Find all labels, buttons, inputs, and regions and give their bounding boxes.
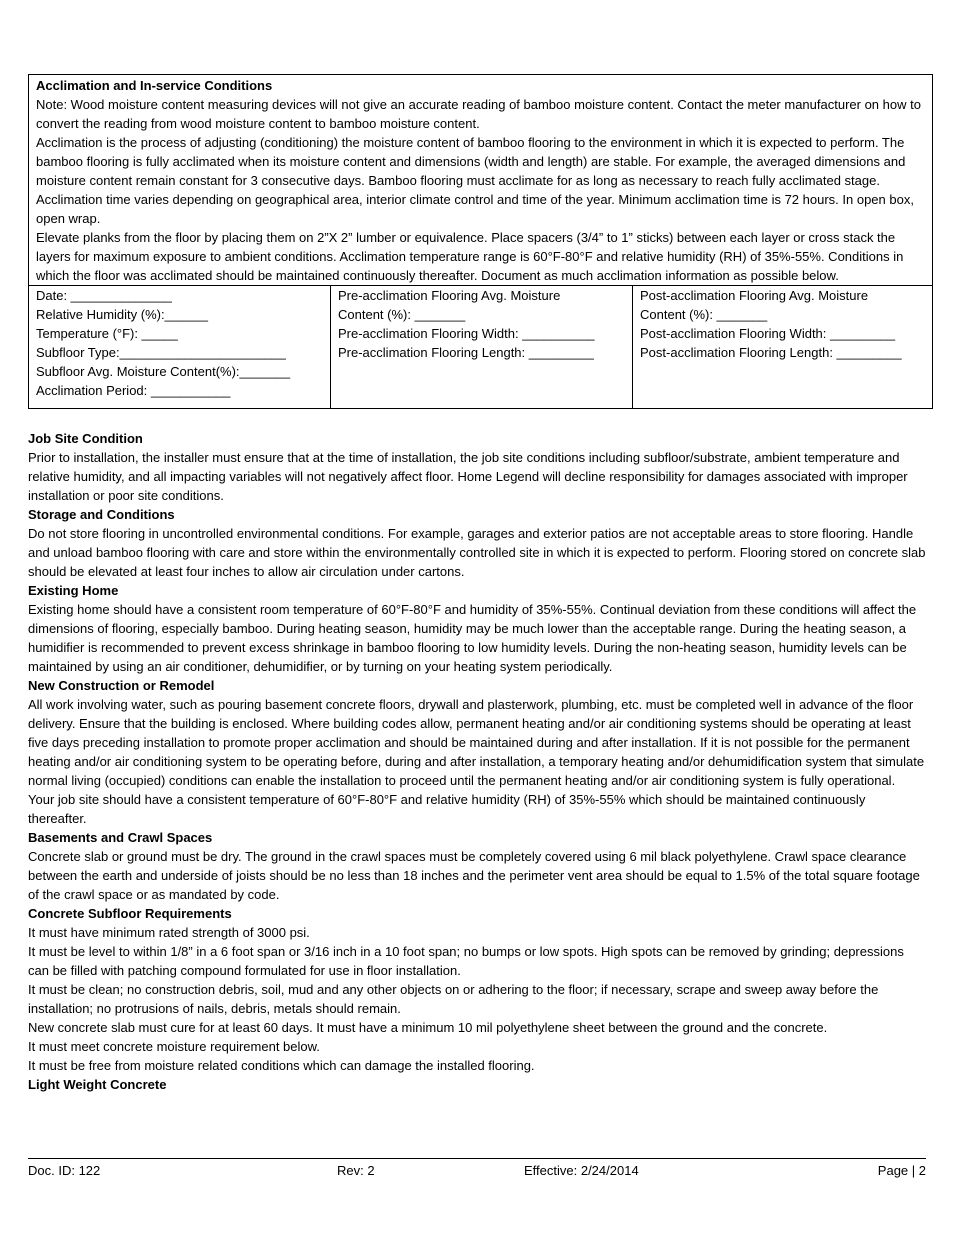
section-heading: Concrete Subfloor Requirements: [28, 906, 232, 921]
section-paragraph: All work involving water, such as pouring basement concrete floors, drywall and plasterwork, plumbing, etc. must be completed well in advance of the floor delivery. Ensure that the building is enclosed. Where building codes allow, permanent heating and/or air conditioning systems should be operating at least five days preceding installation to promote proper acclimation and should be maintained during and after installation. If it is not possible for the permanent heating and/or air conditioning system to be operating before, during and after installation, a temporary heating and/or dehumidification system that simulate normal living (occupied) conditions can enable the installation to proceed until the permanent heating and/or air conditioning system is fully operational.: [28, 697, 925, 788]
acclimation-intro: [29, 75, 932, 286]
form-field-temperature[interactable]: Temperature (°F): _____: [36, 326, 178, 341]
section-paragraph: It must be level to within 1/8” in a 6 foot span or 3/16 inch in a 10 foot span; no bumps or low spots. High spots can be removed by grinding; depressions can be filled with patching compound formulated for use in floor installation.: [28, 944, 904, 978]
acclimation-note: Note: Wood moisture content measuring devices will not give an accurate reading of bamboo moisture content. Contact the meter manufacturer on how to convert the reading from wood moisture content to bamboo moisture content.: [36, 97, 921, 131]
form-label-post-moisture: Post-acclimation Flooring Avg. Moisture: [640, 288, 869, 303]
form-label-pre-moisture: Pre-acclimation Flooring Avg. Moisture: [338, 288, 561, 303]
form-field-post-length[interactable]: Post-acclimation Flooring Length: _________: [640, 345, 902, 360]
footer-revision: Rev: 2: [337, 1163, 375, 1178]
acclimation-box: [28, 74, 933, 409]
section-paragraph: New concrete slab must cure for at least 60 days. It must have a minimum 10 mil polyethylene sheet between the ground and the concrete.: [28, 1020, 828, 1035]
section-paragraph: Do not store flooring in uncontrolled environmental conditions. For example, garages and exterior patios are not acceptable areas to store flooring. Handle and unload bamboo flooring with care and store within the environmentally controlled site in which it is expected to perform. Flooring stored on concrete slab should be elevated at least four inches to allow air circulation under cartons.: [28, 526, 926, 579]
form-field-post-width[interactable]: Post-acclimation Flooring Width: _________: [640, 326, 896, 341]
section-paragraph: It must have minimum rated strength of 3000 psi.: [28, 925, 310, 940]
form-column-pre-acclimation: [331, 286, 633, 408]
section-heading: Existing Home: [28, 583, 119, 598]
form-field-relative-humidity[interactable]: Relative Humidity (%):______: [36, 307, 208, 322]
form-field-pre-moisture[interactable]: Content (%): _______: [338, 307, 466, 322]
form-field-pre-length[interactable]: Pre-acclimation Flooring Length: _________: [338, 345, 594, 360]
section-paragraph: It must meet concrete moisture requirement below.: [28, 1039, 320, 1054]
form-field-post-moisture[interactable]: Content (%): _______: [640, 307, 768, 322]
form-field-acclimation-period[interactable]: Acclimation Period: ___________: [36, 383, 231, 398]
acclimation-title: Acclimation and In-service Conditions: [36, 78, 273, 93]
form-field-subfloor-moisture[interactable]: Subfloor Avg. Moisture Content(%):_______: [36, 364, 291, 379]
body-sections: [28, 429, 926, 1094]
section-heading: Storage and Conditions: [28, 507, 175, 522]
form-field-date[interactable]: Date: ______________: [36, 288, 172, 303]
section-paragraph: Existing home should have a consistent room temperature of 60°F-80°F and humidity of 35%-55%. Continual deviation from these conditions will affect the dimensions of flooring, especially bamboo. During heating season, humidity may be much lower than the acceptable range. During the heating season, a humidifier is recommended to prevent excess shrinkage in bamboo flooring to low humidity levels. During the non-heating season, humidity levels can be maintained by using an air conditioner, dehumidifier, or by turning on your heating system periodically.: [28, 602, 917, 674]
document-page: [28, 74, 926, 1094]
section-heading: New Construction or Remodel: [28, 678, 215, 693]
form-field-subfloor-type[interactable]: Subfloor Type:_______________________: [36, 345, 286, 360]
section-heading: Job Site Condition: [28, 431, 143, 446]
section-paragraph: It must be free from moisture related conditions which can damage the installed flooring.: [28, 1058, 535, 1073]
footer-effective-date: Effective: 2/24/2014: [524, 1163, 639, 1178]
section-heading: Light Weight Concrete: [28, 1077, 167, 1092]
section-paragraph: Concrete slab or ground must be dry. The ground in the crawl spaces must be completely covered using 6 mil black polyethylene. Crawl space clearance between the earth and underside of joists should be no less than 18 inches and the perimeter vent area should be equal to 1.5% of the total square footage of the crawl space or as mandated by code.: [28, 849, 920, 902]
acclimation-definition: Acclimation is the process of adjusting (conditioning) the moisture content of bamboo flooring to the environment in which it is expected to perform. The bamboo flooring is fully acclimated when its moisture content and dimensions (width and length) are stable. For example, the averaged dimensions and moisture content remain constant for 3 consecutive days. Bamboo flooring must acclimate for as long as necessary to reach fully acclimated stage. Acclimation time varies depending on geographical area, interior climate control and time of the year. Minimum acclimation time is 72 hours. In open box, open wrap.: [36, 135, 914, 226]
section-paragraph: Your job site should have a consistent temperature of 60°F-80°F and relative humidity (RH) of 35%-55% which should be maintained continuously thereafter.: [28, 792, 866, 826]
section-paragraph: Prior to installation, the installer must ensure that at the time of installation, the job site conditions including subfloor/substrate, ambient temperature and relative humidity, and all impacting variables will not negatively affect floor. Home Legend will decline responsibility for damages associated with improper installation or poor site conditions.: [28, 450, 908, 503]
form-field-pre-width[interactable]: Pre-acclimation Flooring Width: __________: [338, 326, 595, 341]
acclimation-instructions: Elevate planks from the floor by placing them on 2”X 2” lumber or equivalence. Place spacers (3/4” to 1” sticks) between each layer or cross stack the layers for maximum exposure to ambient conditions. Acclimation temperature range is 60°F-80°F and relative humidity (RH) of 35%-55%. Conditions in which the floor was acclimated should be maintained continuously thereafter. Document as much acclimation information as possible below.: [36, 230, 904, 283]
form-column-post-acclimation: [633, 286, 932, 408]
acclimation-form-grid: [29, 286, 932, 408]
page-footer: [28, 1158, 926, 1178]
footer-page-number: Page | 2: [877, 1163, 926, 1178]
footer-doc-id: Doc. ID: 122: [28, 1163, 101, 1178]
section-heading: Basements and Crawl Spaces: [28, 830, 213, 845]
section-paragraph: It must be clean; no construction debris, soil, mud and any other objects on or adhering to the floor; if necessary, scrape and sweep away before the installation; no protrusions of nails, debris, metals should remain.: [28, 982, 879, 1016]
form-column-site: [29, 286, 331, 408]
